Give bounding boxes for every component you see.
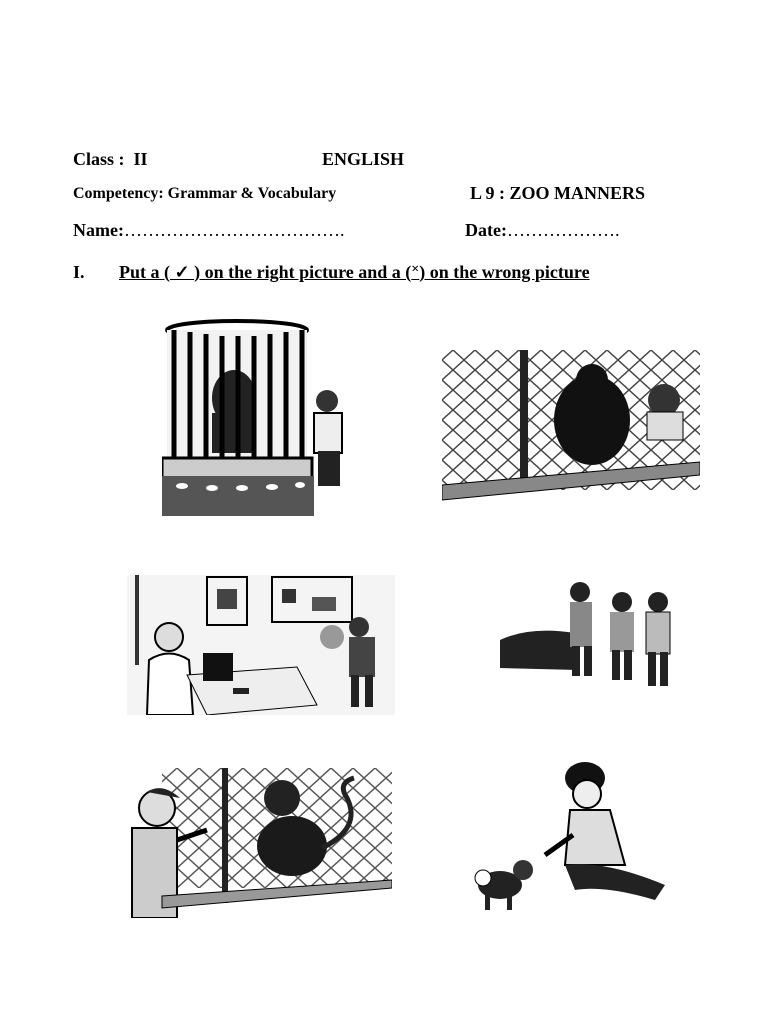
date-field: Date:………………. <box>465 220 620 240</box>
class-label: Class : II <box>73 149 148 169</box>
picture-lion-cage <box>162 318 352 518</box>
name-blank: ………………………………. <box>123 220 345 240</box>
question-number: I. <box>73 262 85 282</box>
question-instruction: Put a ( ✓ ) on the right picture and a (×) on the wrong picture <box>119 262 590 282</box>
subject-title: ENGLISH <box>322 149 405 169</box>
picture-gorilla-fence <box>442 350 700 510</box>
date-blank: ………………. <box>506 220 620 240</box>
cross-icon: × <box>411 262 420 277</box>
picture-doctor-clinic <box>127 575 395 715</box>
class-value: II <box>133 149 148 169</box>
picture-children-animals <box>500 578 680 688</box>
competency-line: Competency: Grammar & Vocabulary <box>73 185 337 202</box>
tick-icon: ✓ <box>174 262 190 282</box>
name-field: Name:………………………………. <box>73 220 345 240</box>
picture-monkey-cage <box>122 768 392 918</box>
lesson-title: L 9 : ZOO MANNERS <box>470 183 646 203</box>
picture-boy-puppy <box>465 760 680 920</box>
